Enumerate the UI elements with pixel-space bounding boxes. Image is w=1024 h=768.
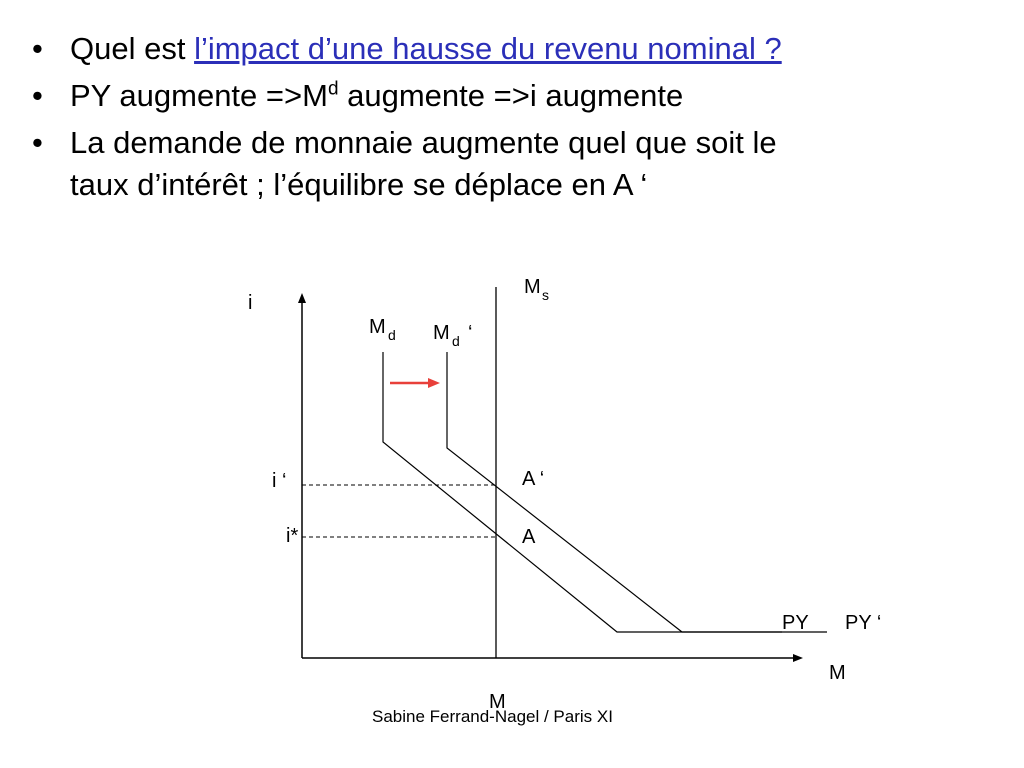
footer-credit: Sabine Ferrand-Nagel / Paris XI [372,707,613,726]
demand2-sub-label: d [452,333,460,349]
bullet-1-link[interactable]: l’impact d’une hausse du revenu nominal ? [194,31,782,66]
bullet-item-2 [32,75,1012,118]
bullet-item-3 [32,122,1012,208]
money-demand-curve [383,352,782,632]
bullet-3-line1: La demande de monnaie augmente quel que soit le [70,124,777,160]
bullet-dot: • [32,77,43,113]
money-demand-curve-shifted [447,352,827,632]
bullet-item-1 [32,28,1012,71]
m-bottom-label: M [489,691,506,713]
demand2-label: M [433,322,450,344]
supply-label: M [524,276,541,298]
bullet-list [32,28,1012,211]
bullet-dot: • [32,124,43,160]
py-prime-label: PY ‘ [845,612,882,634]
bullet-3-line2: taux d’intérêt ; l’équilibre se déplace en A ‘ [70,167,648,203]
bullet-2-part2: augmente =>i augmente [338,77,684,113]
bullet-dot: • [32,31,43,66]
i-star-label: i* [286,525,299,547]
supply-sub-label: s [542,287,549,303]
y-axis-label: i [248,292,253,314]
bullet-2-sup: d [327,78,339,100]
point-a-prime-label: A ‘ [522,468,545,490]
point-a-label: A [522,526,536,548]
py-label: PY [782,612,809,634]
demand2-prime: ‘ [468,322,473,344]
bullet-2-part1: PY augmente =>M [70,77,328,113]
i-prime-label: i ‘ [272,470,287,492]
x-axis-label: M [829,662,846,684]
demand-label: M [369,316,386,338]
bullet-1-text: Quel est [70,31,195,66]
demand-sub-label: d [388,327,396,343]
